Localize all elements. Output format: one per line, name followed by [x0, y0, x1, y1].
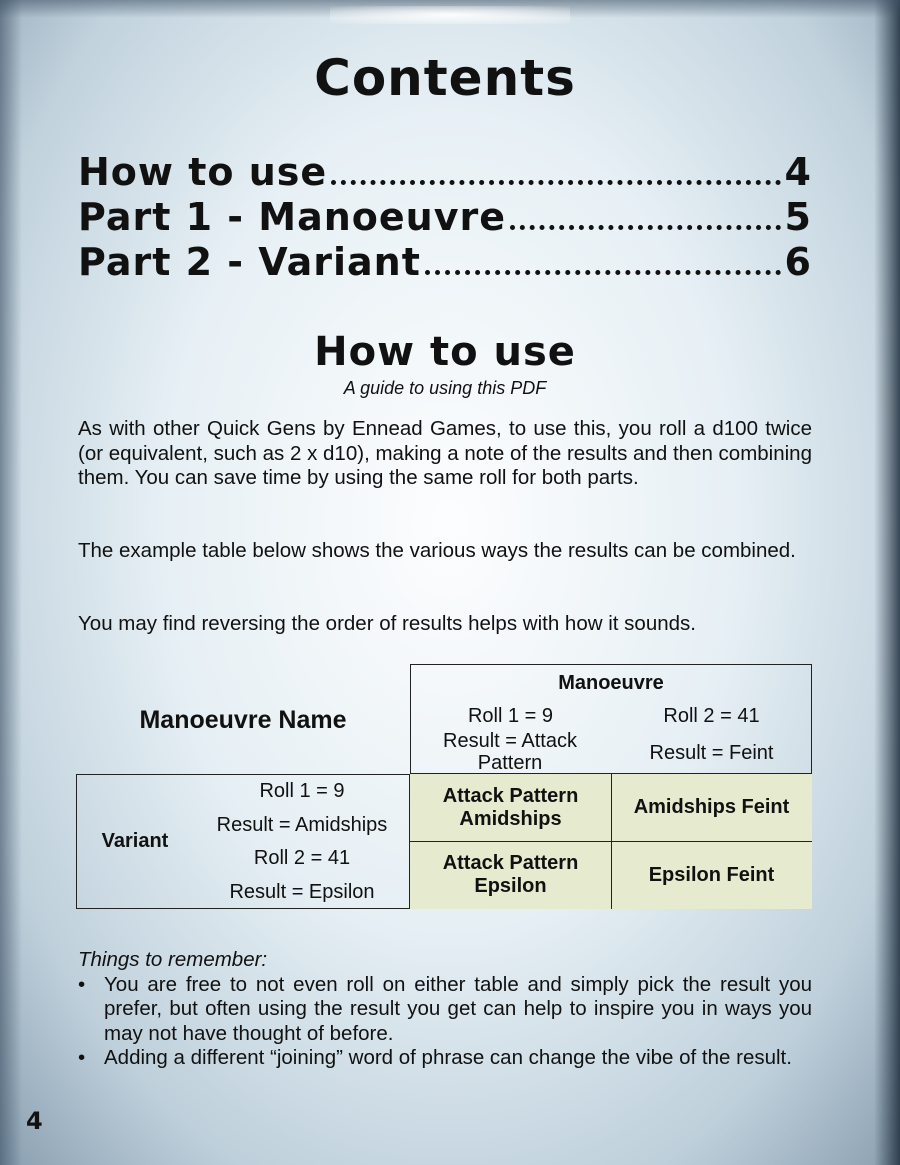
column-result: Result = Feint [649, 741, 774, 764]
bullet-icon: • [78, 972, 86, 996]
page-edge-left [0, 0, 22, 1165]
variant-group-label: Variant [101, 830, 169, 852]
list-item [78, 973, 812, 1047]
page-number: 4 [26, 1107, 44, 1135]
row-roll: Roll 1 = 9 [259, 779, 345, 802]
column-roll: Roll 2 = 41 [663, 704, 760, 727]
grid-line [410, 841, 812, 842]
section-subtitle: A guide to using this PDF [343, 378, 547, 398]
intro-paragraph: As with other Quick Gens by Ennead Games, to use this, you roll a d100 twice (or equivalent, such as 2 x d10), making a note of the results and then combining them. You can save time by using the same roll for both parts. [78, 417, 812, 489]
top-glow [330, 6, 570, 24]
toc-entry-part-2[interactable] [78, 240, 812, 285]
toc-leader-dots [331, 180, 780, 185]
example-table [76, 664, 812, 909]
column-result: Result = Attack Pattern [443, 730, 577, 774]
contents-title: Contents [314, 49, 576, 107]
toc-entry-label: Part 2 - Variant [78, 240, 421, 284]
reverse-paragraph: You may find reversing the order of results helps with how it sounds. [78, 612, 696, 635]
toc-leader-dots [425, 270, 781, 275]
list-item-text: Adding a different “joining” word of phrase can change the vibe of the result. [104, 1046, 792, 1069]
row-roll: Roll 2 = 41 [253, 846, 351, 869]
page-edge-right [874, 0, 900, 1165]
list-item-text: You are free to not even roll on either table and simply pick the result you prefer, but often using the result you get can help to inspire you in ways you may not have thought of before. [104, 972, 812, 1045]
toc-entry-label: How to use [78, 150, 328, 194]
toc-entry-page: 6 [784, 240, 812, 284]
column-roll: Roll 1 = 9 [467, 704, 554, 727]
table-of-contents [78, 150, 812, 285]
list-item [78, 1046, 812, 1071]
toc-entry-part-1[interactable] [78, 195, 812, 240]
toc-entry-page: 5 [784, 195, 812, 239]
table-corner-label: Manoeuvre Name [139, 705, 347, 734]
example-paragraph: The example table below shows the various ways the results can be combined. [78, 539, 796, 562]
row-result: Result = Epsilon [229, 880, 375, 903]
manoeuvre-group-label: Manoeuvre [558, 671, 664, 694]
toc-entry-page: 4 [784, 150, 812, 194]
row-result: Result = Amidships [216, 813, 388, 836]
combo-cell: Epsilon Feint [611, 841, 812, 909]
remember-list [78, 973, 812, 1071]
toc-leader-dots [510, 225, 781, 230]
section-title: How to use [314, 329, 576, 375]
combo-cell: Attack Pattern Epsilon [410, 841, 611, 909]
toc-entry-how-to-use[interactable] [78, 150, 812, 195]
bullet-icon: • [78, 1046, 86, 1069]
things-to-remember [78, 948, 812, 1071]
remember-heading: Things to remember: [78, 948, 268, 971]
combo-cell: Amidships Feint [611, 774, 812, 841]
toc-entry-label: Part 1 - Manoeuvre [78, 195, 507, 239]
combo-cell: Attack Pattern Amidships [410, 774, 611, 841]
